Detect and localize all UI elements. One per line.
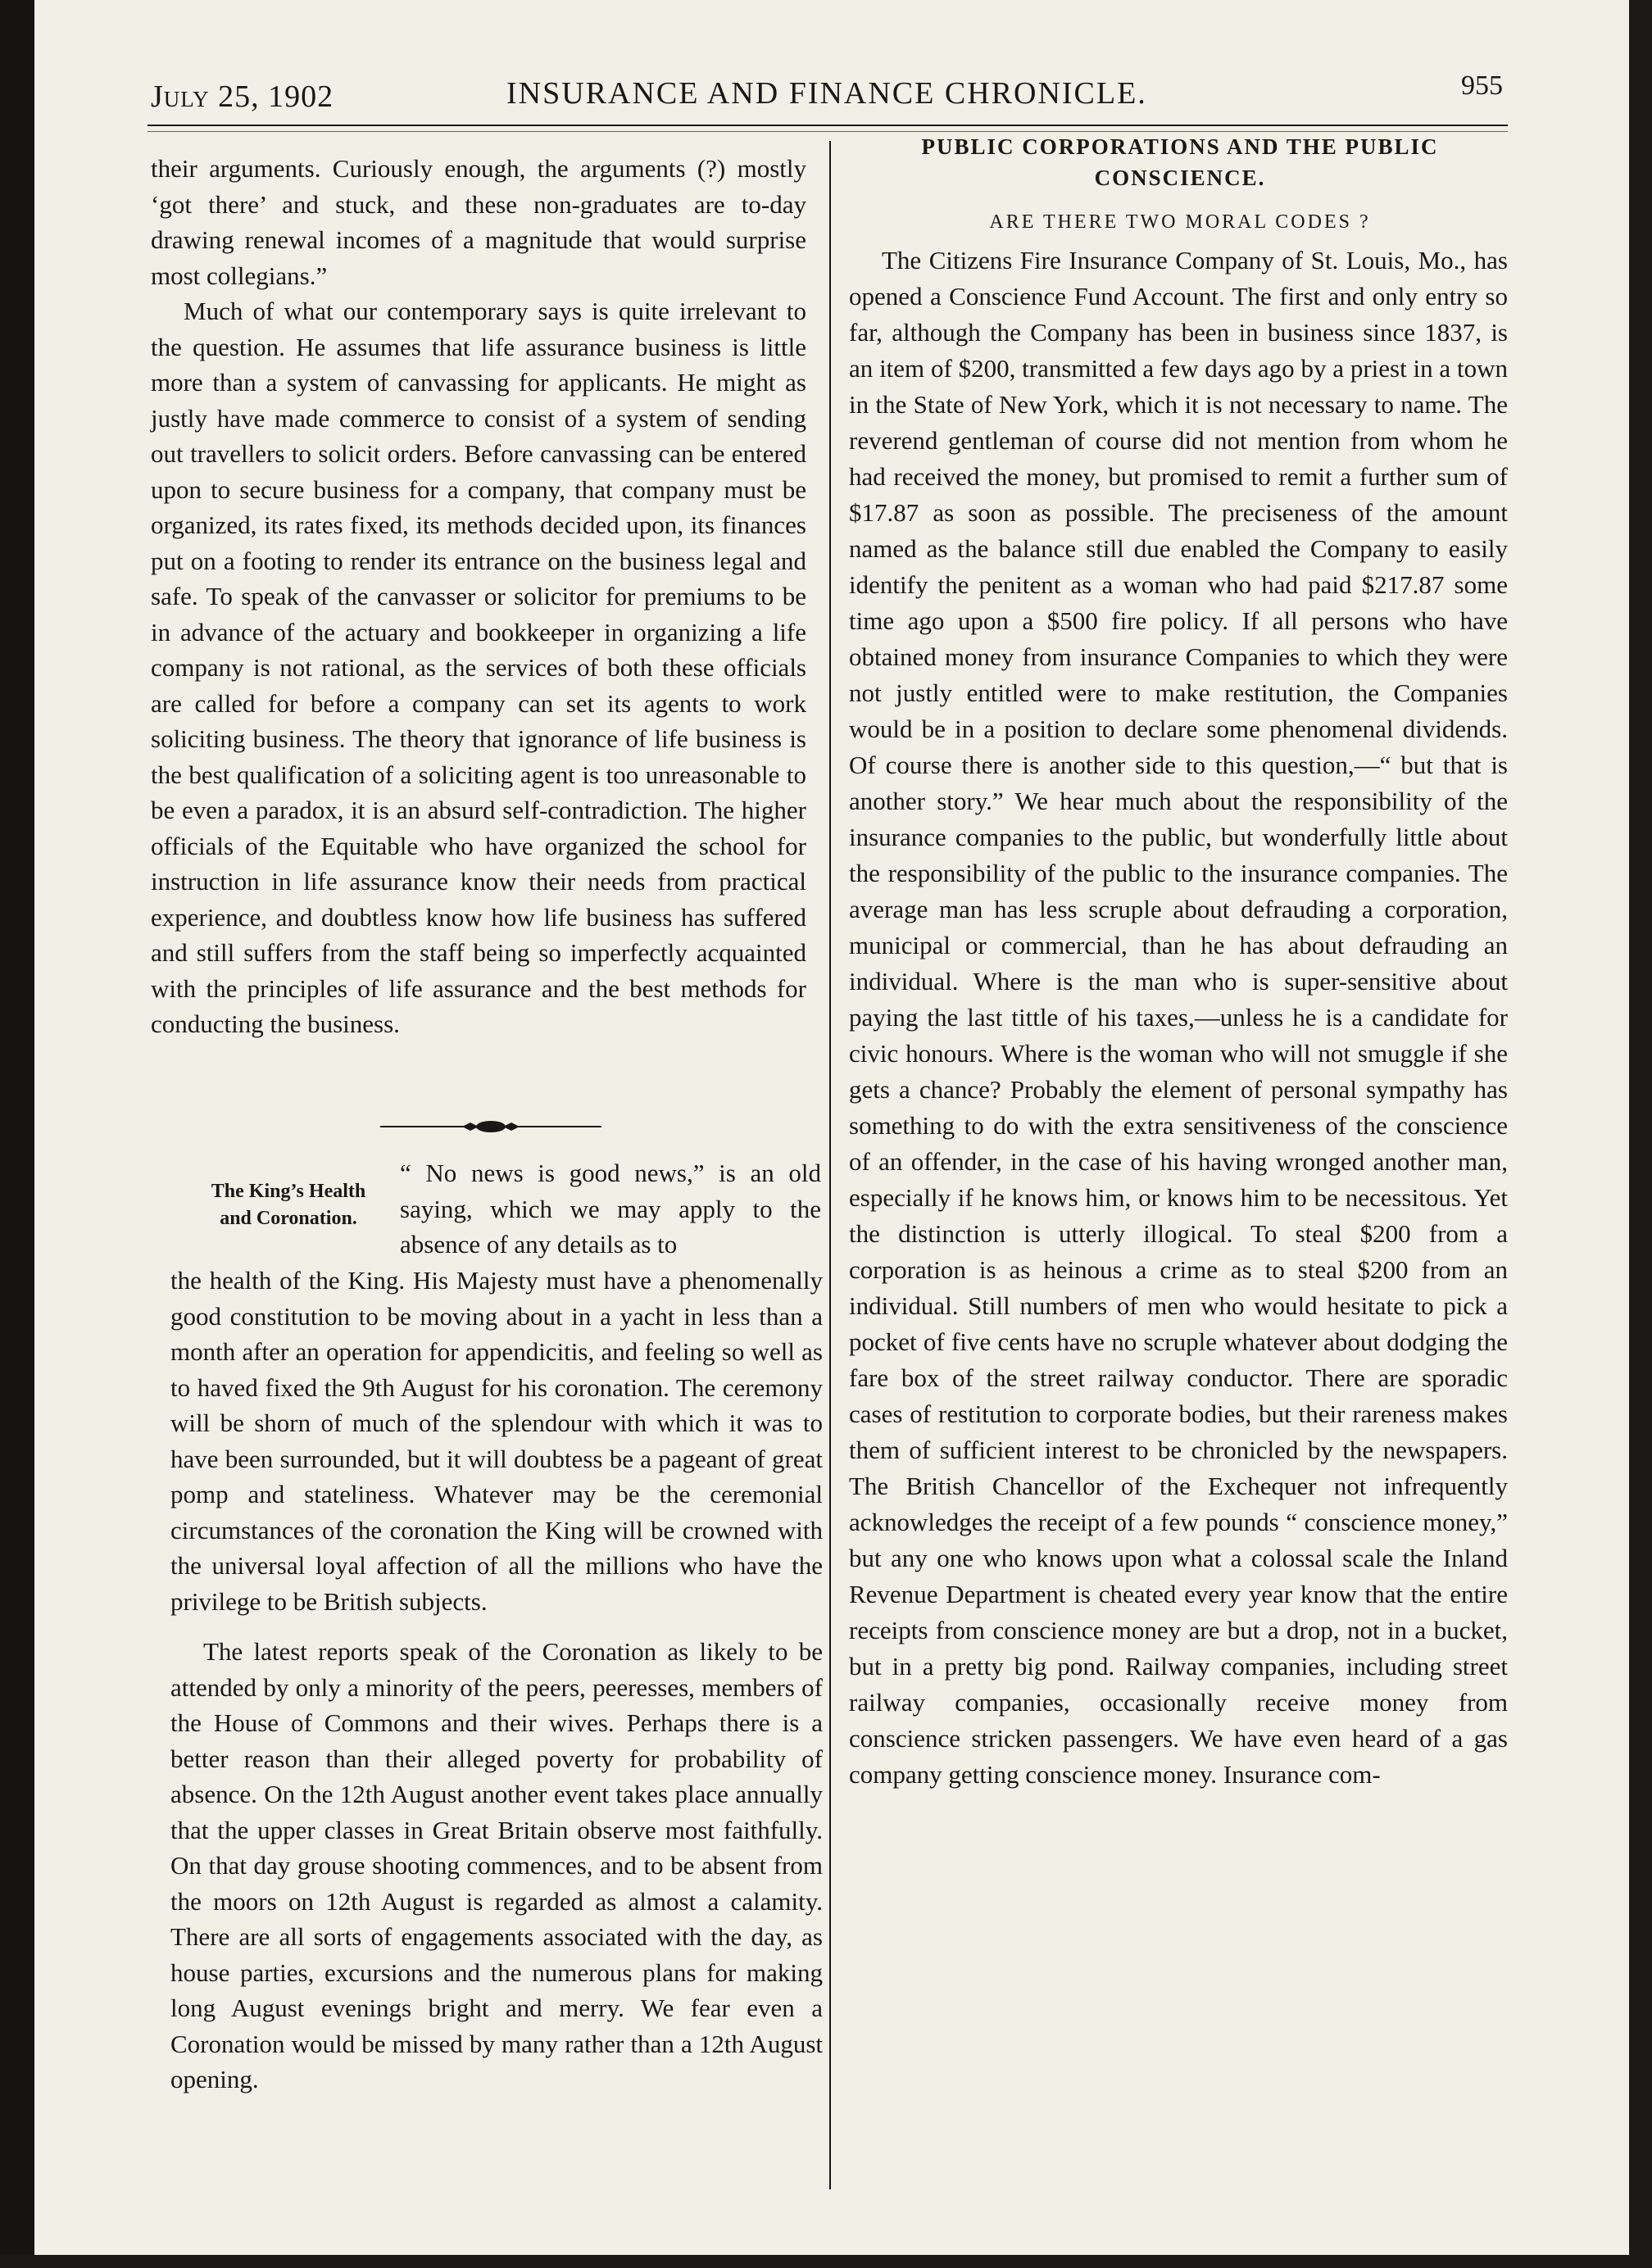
paragraph: The Citizens Fire Insurance Company of St. Louis, Mo., has opened a Conscience Fund Account. The first and only entry so far, although the Company has been in business since 1837, is an item of $200, transmitted a few days ago by a priest in a town in the State of New York, which it is not necessary to name. The reverend gentleman of course did not mention from whom he had received the money, but promised to remit a further sum of $17.87 as soon as possible. The preciseness of the amount named as the balance still due enabled the Company to easily identify the penitent as a woman who had paid $217.87 some time ago upon a $500 fire policy. If all persons who have obtained money from insurance Companies to which they were not justly entitled were to make restitution, the Companies would be in a position to declare some phenomenal dividends. Of course there is another side to this question,—“ but that is another story.” We hear much about the responsibility of the insurance companies to the public, but wonderfully little about the responsibility of the public to the insurance companies. The average man has less scruple about defrauding a corporation, municipal or commercial, than he has about defrauding an individual. Where is the man who is super-sensitive about paying the last tittle of his taxes,—unless he is a candidate for civic honours. Where is the woman who will not smuggle if she gets a chance? Probably the element of personal sympathy has something to do with the extra sensitiveness of the conscience of an offender, in the case of his having wronged another man, especially if he knows him, or knows him to be necessitous. Yet the distinction is utterly illogical. To steal $200 from a corporation is as heinous a crime as to steal $200 from an individual. Still numbers of men who would hesitate to pick a pocket of five cents have no scruple whatever about dodging the fare box of the street railway conductor. There are sporadic cases of restitution to corporate bodies, but their rareness makes them of sufficient interest to be chronicled by the newspapers. The British Chancellor of the Exchequer not infrequently acknowledges the receipt of a few pounds “ conscience money,” but any one who knows upon what a colossal scale the Inland Revenue Department is cheated every year know that the entire receipts from conscience money are but a drop, not in a bucket, but in a pretty big pond. Railway companies, including street railway companies, occasionally receive money from conscience stricken passengers. We have even heard of a gas company getting conscience money. Insurance com- xyxy=(849,246,1508,1789)
header-rule xyxy=(148,125,1508,126)
kings-health-article xyxy=(170,1263,823,2098)
article-title: PUBLIC CORPORATIONS AND THE PUBLIC CONSCIENCE. xyxy=(921,134,1439,190)
paragraph-lead: “ No news is good news,” is an old saying, which we may apply to the absence of any details as to xyxy=(400,1159,821,1259)
scan-right-edge xyxy=(1629,0,1652,2268)
journal-title: INSURANCE AND FINANCE CHRONICLE. xyxy=(506,76,1147,111)
scan-left-edge xyxy=(0,0,34,2268)
paragraph: The latest reports speak of the Coronation as likely to be attended by only a minority of the peers, peeresses, members of the House of Commons and their wives. Perhaps there is a better reason than their alleged poverty for probability of absence. On the 12th August another event takes place annually that the upper classes in Great Britain observe most faithfully. On that day grouse shooting commences, and to be absent from the moors on 12th August is regarded as almost a calamity. There are all sorts of engagements associated with the day, as house parties, excursions and the numerous plans for making long August evenings bright and merry. We fear even a Coronation would be missed by many rather than a 12th August opening. xyxy=(170,1637,823,2093)
sidenote-heading: The King’s Health and Coronation. xyxy=(211,1181,366,1229)
page-number: 955 xyxy=(1461,70,1503,101)
paragraph: their arguments. Curiously enough, the arguments (?) mostly ‘got there’ and stuck, and these non-graduates are to-day drawing renewal incomes of a magnitude that would surprise most collegians.” xyxy=(151,154,806,290)
paragraph: Much of what our contemporary says is quite irrelevant to the question. He assumes that life assurance business is little more than a system of canvassing for applicants. He might as justly have made commerce to consist of a system of sending out travellers to solicit orders. Before canvassing can be entered upon to secure business for a company, that company must be organized, its rates fixed, its methods decided upon, its finances put on a footing to render its entrance on the business legal and safe. To speak of the canvasser or solicitor for premiums to be in advance of the actuary and bookkeeper in organizing a life company is not rational, as the services of both these officials are called for before a company can set its agents to work soliciting business. The theory that ignorance of life business is the best qualification of a soliciting agent is too unreasonable to be even a paradox, it is an absurd self-contradiction. The higher officials of the Equitable who have organized the school for instruction in life assurance know their needs from practical experience, and doubtless know how life business has suffered and still suffers from the staff being so imperfectly acquainted with the principles of life assurance and the best methods for conducting the business. xyxy=(151,297,806,1038)
header-date: July 25, 1902 xyxy=(151,79,334,114)
paragraph: the health of the King. His Majesty must have a phenomenally good constitution to be moving about in a yacht in less than a month after an operation for appendicitis, and feeling so well as to haved fixed the 9th August for his coronation. The ceremony will be shorn of much of the splendour with which it was to have been surrounded, but it will doubtess be a pageant of great pomp and stateliness. Whatever may be the ceremonial circumstances of the coronation the King will be crowned with the universal loyal affection of all the millions who have the privilege to be British subjects. xyxy=(170,1266,823,1616)
article-subtitle: ARE THERE TWO MORAL CODES ? xyxy=(989,211,1371,233)
scan-bottom-edge xyxy=(0,2255,1652,2268)
column-divider xyxy=(829,141,831,2189)
right-column-article xyxy=(849,243,1508,1793)
left-column-top xyxy=(151,151,806,1042)
section-ornament xyxy=(380,1114,601,1139)
running-header xyxy=(151,70,1503,121)
